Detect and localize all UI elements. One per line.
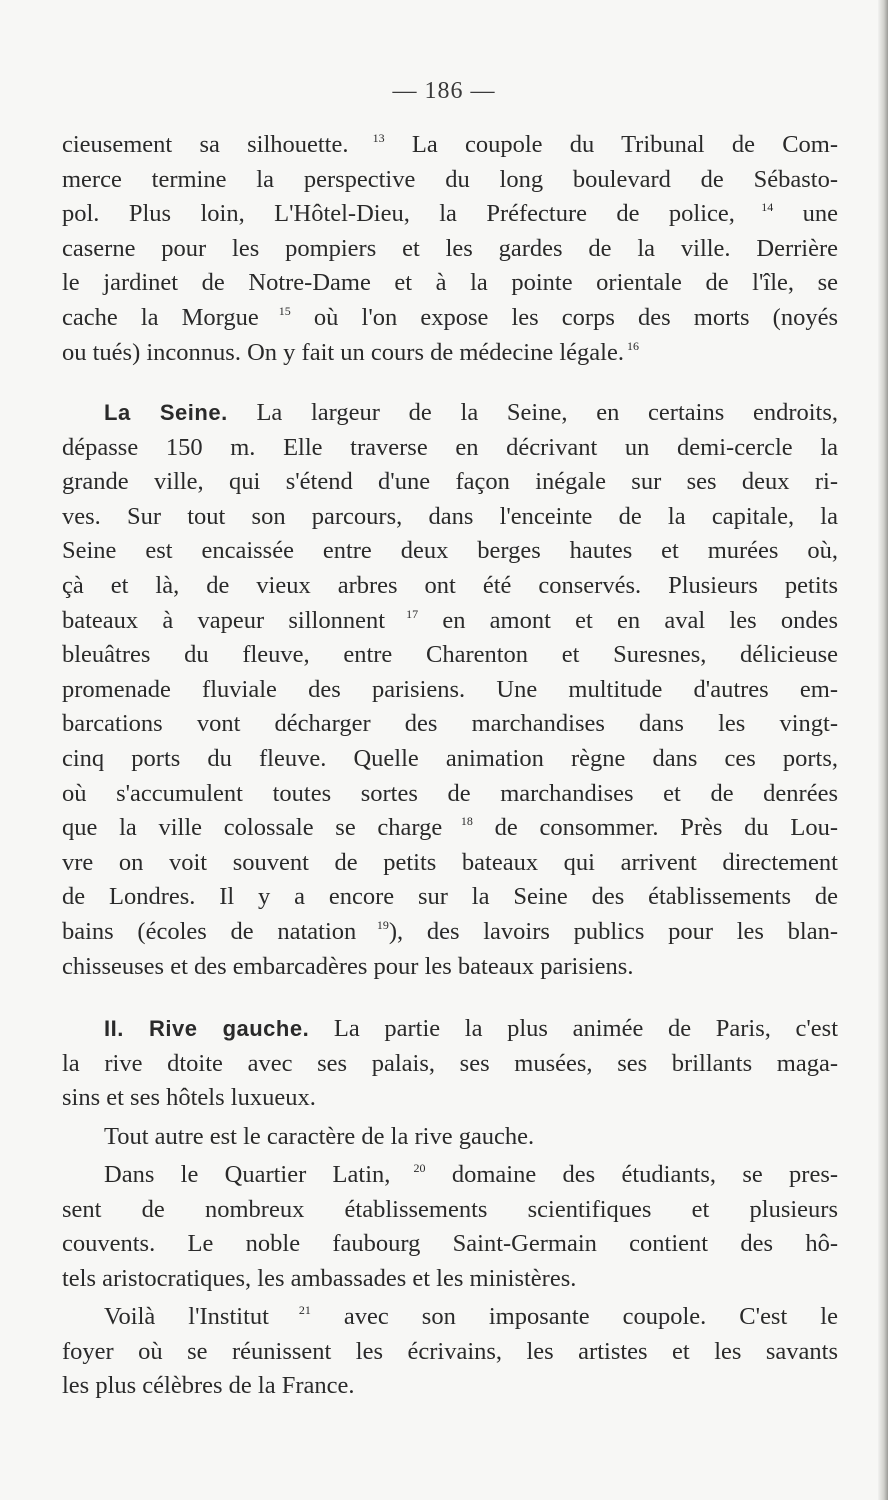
footnote-marker: 21: [268, 1303, 311, 1317]
line-text: sent de nombreux établissements scientifiques et plusieurs: [62, 1195, 838, 1223]
page-edge-shadow: [878, 0, 888, 1500]
text-line: [62, 1120, 838, 1155]
line-text: les plus célèbres de la France.: [62, 1372, 355, 1400]
paragraph-quartier-latin: [62, 1158, 838, 1296]
text-line: [62, 163, 838, 198]
line-text: ou tués) inconnus. On y fait un cours de médecine légale.: [62, 338, 624, 366]
line-text-after: ), des lavoirs publics pour les blan-: [388, 917, 838, 945]
paragraph-rive-gauche: [62, 1012, 838, 1116]
text-line: [62, 1047, 838, 1082]
section-heading: La Seine.: [104, 400, 228, 425]
page-number: — 186 —: [392, 78, 496, 104]
footnote-marker: 18: [442, 814, 473, 829]
text-line: [62, 1227, 838, 1262]
line-text-after: en amont et en aval les ondes: [418, 606, 838, 634]
line-text-after: une: [773, 200, 839, 228]
text-line: [62, 569, 838, 604]
line-text: Voilà l'Institut: [104, 1303, 269, 1330]
line-text-after: de consommer. Près du Lou-: [472, 814, 839, 842]
footnote-marker: 17: [385, 606, 419, 621]
line-text: bains (écoles de natation: [62, 917, 357, 945]
text-line: [62, 1158, 838, 1193]
line-text: tels aristocratiques, les ambassades et les ministères.: [62, 1264, 577, 1292]
line-text: la rive dtoite avec ses palais, ses musées, ses brillants maga-: [62, 1049, 838, 1077]
line-text: cache la Morgue: [62, 303, 259, 331]
line-text: Seine est encaissée entre deux berges hautes et murées où,: [62, 537, 838, 565]
line-text: barcations vont décharger des marchandises dans les vingt-: [62, 710, 838, 738]
line-text: où s'accumulent toutes sortes de marchandises et de denrées: [62, 779, 838, 807]
text-line: [62, 811, 838, 846]
text-line: [62, 1369, 838, 1404]
text-line: [62, 915, 838, 950]
line-text: de Londres. Il y a encore sur la Seine des établissements de: [62, 883, 838, 911]
footnote-marker: 13: [348, 131, 385, 145]
text-line: [62, 950, 838, 985]
line-text: cinq ports du fleuve. Quelle animation règne dans ces ports,: [62, 744, 838, 772]
paragraph-la-seine: [62, 396, 838, 984]
text-line: [62, 846, 838, 881]
line-text: Tout autre est le caractère de la rive gauche.: [104, 1123, 535, 1150]
line-text: La partie la plus animée de Paris, c'est: [333, 1015, 839, 1042]
line-text: couvents. Le noble faubourg Saint-Germain contient des hô-: [62, 1230, 838, 1258]
text-line: [62, 500, 838, 535]
line-text: La largeur de la Seine, en certains endroits,: [256, 399, 839, 426]
line-text: bleuâtres du fleuve, entre Charenton et Suresnes, délicieuse: [62, 641, 838, 669]
text-line: [62, 1262, 838, 1297]
line-text: le jardinet de Notre-Dame et à la pointe orientale de l'île, se: [62, 269, 838, 297]
text-line: [62, 777, 838, 812]
text-line: [62, 232, 838, 267]
line-text: chisseuses et des embarcadères pour les bateaux parisiens.: [62, 952, 634, 980]
text-line: [62, 742, 838, 777]
line-text: cieusement sa silhouette.: [62, 131, 349, 158]
line-text: çà et là, de vieux arbres ont été conservés. Plusieurs petits: [62, 571, 838, 599]
line-text: pol. Plus loin, L'Hôtel-Dieu, la Préfecture de police,: [62, 200, 735, 228]
footnote-marker: 15: [258, 303, 291, 318]
text-line: [62, 604, 838, 639]
text-line: [62, 1081, 838, 1116]
line-text: que la ville colossale se charge: [62, 814, 443, 842]
text-line: [62, 673, 838, 708]
line-text: merce termine la perspective du long boulevard de Sébasto-: [62, 165, 838, 193]
text-line: [62, 880, 838, 915]
line-text: sins et ses hôtels luxueux.: [62, 1084, 316, 1112]
line-text: caserne pour les pompiers et les gardes de la ville. Derrière: [62, 234, 838, 262]
footnote-marker: 20: [390, 1161, 426, 1175]
line-text: promenade fluviale des parisiens. Une multitude d'autres em-: [62, 675, 838, 703]
text-line: [62, 301, 838, 336]
line-text: dépasse 150 m. Elle traverse en décrivant un demi-cercle la: [62, 433, 838, 461]
text-line: [62, 396, 838, 431]
line-text: bateaux à vapeur sillonnent: [62, 606, 386, 634]
line-text: foyer où se réunissent les écrivains, les artistes et les savants: [62, 1337, 838, 1365]
line-text-after: avec son imposante coupole. C'est le: [310, 1303, 838, 1330]
text-line: [62, 336, 838, 371]
line-text-after: domaine des étudiants, se pres-: [425, 1161, 839, 1188]
text-line: [62, 1193, 838, 1228]
text-line: [62, 1335, 838, 1370]
line-text-after: où l'on expose les corps des morts (noyés: [290, 303, 838, 331]
footnote-marker: 19: [356, 917, 389, 932]
text-line: [62, 1012, 838, 1047]
text-line: [62, 707, 838, 742]
text-line: [62, 266, 838, 301]
paragraph-institut: [62, 1300, 838, 1404]
line-text-after: La coupole du Tribunal de Com-: [384, 131, 838, 158]
line-text: grande ville, qui s'étend d'une façon inégale sur ses deux ri-: [62, 468, 838, 496]
paragraph-tout-autre: [62, 1120, 838, 1155]
text-line: [62, 128, 838, 163]
text-line: [62, 534, 838, 569]
footnote-marker: 16: [623, 338, 639, 353]
line-text: ves. Sur tout son parcours, dans l'enceinte de la capitale, la: [62, 502, 838, 530]
footnote-marker: 14: [734, 200, 774, 215]
text-line: [62, 638, 838, 673]
section-heading: II. Rive gauche.: [104, 1016, 310, 1041]
line-text: vre on voit souvent de petits bateaux qui arrivent directement: [62, 848, 838, 876]
line-text: Dans le Quartier Latin,: [104, 1161, 391, 1188]
text-line: [62, 1300, 838, 1335]
text-line: [62, 431, 838, 466]
text-line: [62, 465, 838, 500]
paragraph-tribunal: [62, 128, 838, 370]
text-line: [62, 197, 838, 232]
